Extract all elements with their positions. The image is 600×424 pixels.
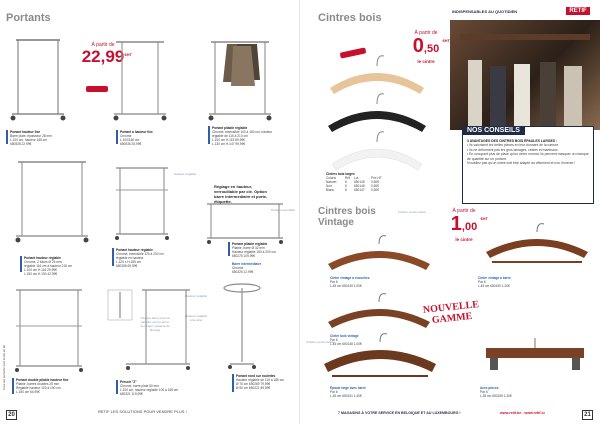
note-hauteur-a-la-carte: Hauteur réglable à la carte	[184, 314, 208, 322]
product-cintre-encoches: Cintre vintage à encoches Par 6 L.45 cm 650145 1,00€	[330, 276, 370, 288]
wide-shoulder-hanger-image	[320, 330, 440, 384]
new-range-badge: NOUVELLE GAMME	[422, 299, 480, 327]
double-clothing-rack-image	[112, 160, 172, 250]
vintage-hanger-image	[324, 234, 434, 274]
product-cintre-barre: Cintre vintage à barre Par 6 L.45 cm 650150 1,20€	[478, 276, 511, 288]
advice-title: NOS CONSEILS	[462, 126, 525, 135]
clip-hanger-image	[480, 332, 590, 382]
promo-badge	[86, 86, 108, 92]
double-rack-image	[12, 286, 86, 378]
vintage-hanger-bar-image	[482, 222, 592, 272]
promo-price-2: À partir de 1,00 €HT le cintre	[450, 208, 488, 242]
product-portant-hauteur-reglable: Portant hauteur réglable Chromé, 2 tubes Ø 25 mm, réglable 116 cm à hauteur 216 cm L.100 cm H.116 29,99€ L.150 cm H.150 42,99€	[24, 256, 73, 276]
hangers-photo	[450, 20, 600, 130]
clothing-rack-with-coats-image	[205, 30, 275, 127]
side-note: Tous les portants sont livrés en kit	[2, 344, 6, 390]
note-portant-extensible: Portant extensible	[270, 208, 295, 212]
promo-price-1: À partir de 0,50 €HT le cintre	[412, 30, 450, 64]
note-finition-2: Finition vernis patiné	[306, 340, 334, 344]
product-presoir-z: Presoir "Z" Chromé, barre plate 50 mm L.100 cm, hauteur réglable 100 à 165 cm 650321 119,99€	[120, 380, 179, 396]
product-portant-pliable: Portant pliable réglable Pliable, barre Ø 32 mm Hauteur réglable 150 à 200 cm 650275 109,99€	[232, 242, 276, 258]
page-number-right: 21	[582, 410, 593, 420]
product-portant-rond: Portant rond sur roulettes Hauteur réglable de 115 à 185 cm Ø 75 cm 650289 79,99€ Ø 90 cm 650221 89,99€	[236, 374, 284, 390]
product-portant-double-pliable: Portant double pliable hauteur fixe Pliable, barres doubles 25 mm Réglable hauteur 100 à 190 cm L.150 cm 64,99€	[16, 378, 69, 394]
advice-content: 3 AVANTAGES DES CINTRES BOIS ÉPAULES LARGES : • Ils valorisent les belles pièces en leur donnant de la carrure. • Ils ne déforment pas les gros lainages, vestes et manteaux. • En occupant plus de place qu'un cintre normal, ils peuvent masquer un manque de quantité sur un portant. N'oubliez pas qu'un cintre doit être adapté au vêtement et non l'inverse !	[467, 139, 589, 166]
round-rack-image	[222, 280, 262, 376]
product-portant-a-hauteur-fixe: Portant à hauteur fixe Chromé L.100/160 cm 650535 25,99€	[120, 130, 153, 146]
brand-logo: RETIF	[566, 7, 590, 15]
note-finition: Finition vernis patiné	[398, 210, 426, 214]
product-portant-hauteur-fixe: Portant hauteur fixe Barre plate, épaisseur 28 mm L.100 cm, hauteur 166 cm 650535 22,99€	[10, 130, 52, 146]
footer-text-right: 7 MAGASINS À VOTRE SERVICE EN BELGIQUE ET AU LUXEMBOURG !	[338, 411, 461, 415]
right-page	[300, 0, 600, 424]
clothing-rack-image	[12, 158, 92, 248]
footer-text-left: RETIF LES SOLUTIONS POUR VENDRE PLUS !	[98, 409, 187, 414]
page-number-left: 20	[6, 410, 17, 420]
promo-price: À partir de 22,99 €HT	[81, 42, 132, 66]
advice-box	[462, 126, 594, 204]
product-avec-pinces: Avec pinces Par 6 L.35 cm 650155 1,30€	[480, 386, 512, 398]
note-hauteur-reglable: Hauteur réglable	[173, 172, 197, 176]
product-portant-pliable-reglable: Portant pliable réglable Chromé, extensible 100 à 160 cm, hauteur réglable de 115 à 210 cm L.100 cm H.115 89,99€ L.130 cm H.147 99,99€	[212, 126, 273, 146]
product-epaule-large: Épaule large avec barre Par 6 L.45 cm 650151 1,40€	[330, 386, 366, 398]
note-reglage: Réglage en hauteur, verrouillable par clé. Option barre intermédiaire et porte-étiquette.	[214, 184, 268, 204]
hanger-table: Cintres bois larges Coloris Réf. Lot Prix HT Naturel 6 650145 0,50€ Noir 6 650146 0,50€ Blanc 6 650147 0,50€	[326, 172, 382, 192]
section-title-vintage: Cintres bois Vintage	[318, 206, 376, 228]
clothing-rack-image	[8, 32, 68, 127]
product-cintre-bois-vintage: Cintre bois vintage Par 6 L.45 cm 650148 1,00€	[330, 334, 362, 346]
clothing-rack-image	[110, 32, 170, 127]
product-portant-hauteur-reglable-2: Portant hauteur réglable Chromé, extensible 120 à 200 cm réglable en hauteur L.120 x H.185 cm 650265 69,99€	[116, 248, 164, 268]
section-title-portants: Portants	[6, 12, 51, 24]
promo-badge	[340, 47, 367, 58]
note-chaque-barre: Chaque barre peut se rabattre vers le sol et se ranger, système de blocage	[140, 316, 170, 332]
wooden-hangers-image	[322, 58, 432, 178]
product-barre-intermediaire: Barre intermédiaire Chromé 650325 12,99€	[232, 262, 262, 274]
note-hauteur-reglable-2: Hauteur réglable	[184, 294, 208, 298]
header-text: INDISPENSABLES AU QUOTIDIEN	[452, 9, 518, 14]
section-title-cintres-bois: Cintres bois	[318, 12, 382, 24]
footer-web[interactable]: www.retif.be - www.retif.lu	[500, 411, 545, 415]
